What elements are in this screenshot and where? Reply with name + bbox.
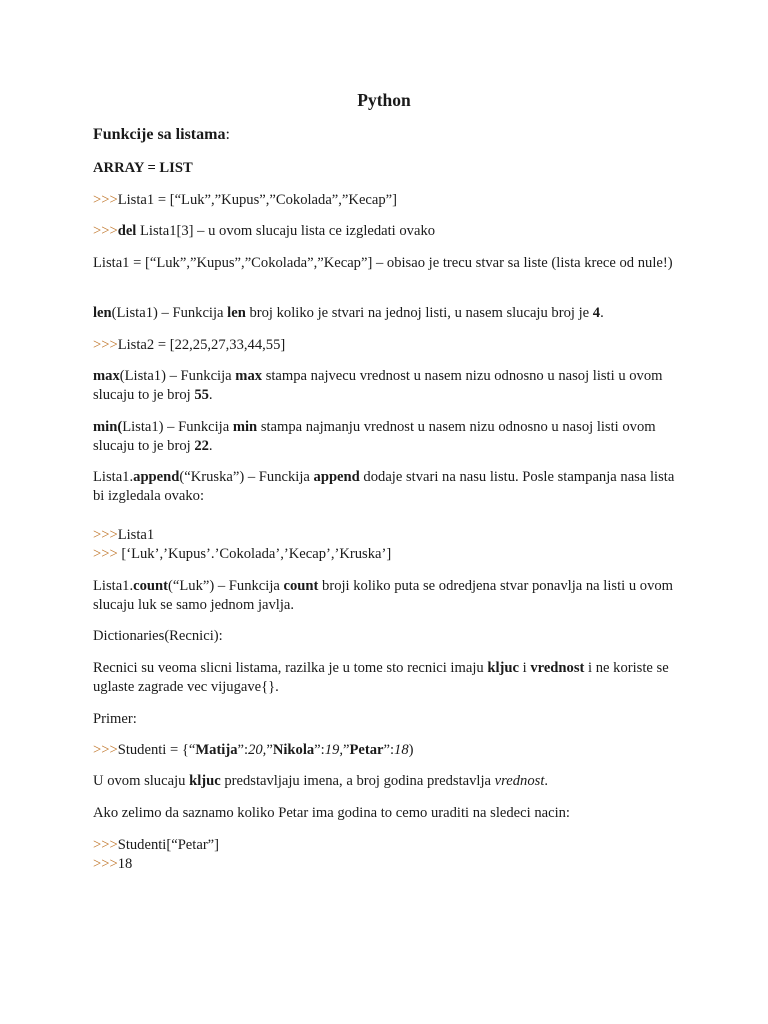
keyword-append: append xyxy=(313,469,360,485)
dict-key: Matija xyxy=(195,742,238,758)
text: (Lista1) – Funkcija xyxy=(119,368,236,384)
dict-value: 19, xyxy=(324,742,343,758)
code-text: Studenti = {“ xyxy=(117,742,196,758)
dictionaries-heading: Dictionaries(Recnici): xyxy=(93,628,223,644)
code-line-lista1-output xyxy=(93,545,683,564)
code-text: ”: xyxy=(314,742,325,758)
document-title: Python xyxy=(357,90,411,110)
code-text: Studenti[“Petar”] xyxy=(117,837,220,853)
paragraph-petar-godine: Ako zelimo da saznamo koliko Petar ima godina to cemo uraditi na sledeci nacin: xyxy=(93,805,570,821)
code-line-studenti xyxy=(93,741,683,760)
code-line-lista1 xyxy=(93,191,683,210)
array-list-text: ARRAY = LIST xyxy=(93,160,193,176)
dict-value: 20, xyxy=(248,742,267,758)
term-kljuc: kljuc xyxy=(189,773,221,789)
text: Lista1. xyxy=(93,469,134,485)
prompt-marker: >>> xyxy=(93,546,118,562)
text: dodaje stvari na nasu listu. Posle stampanja nasa lista bi izgledala ovako: xyxy=(93,469,675,504)
code-line-output-18 xyxy=(93,855,683,874)
code-text: Lista1 = [“Luk”,”Kupus”,”Cokolada”,”Kecap”] xyxy=(117,192,398,208)
code-text: 18 xyxy=(117,856,133,872)
code-text: Lista1 xyxy=(117,527,155,543)
code-text: ”: xyxy=(237,742,249,758)
text: broji koliko puta se odredjena stvar ponavlja na listi u ovom slucaju luk se samo jednom javlja. xyxy=(93,578,674,613)
array-list-line xyxy=(93,159,683,178)
prompt-marker: >>> xyxy=(93,527,118,543)
text: . xyxy=(600,305,604,321)
paragraph-recnici xyxy=(93,659,683,697)
term-vrednost: vrednost xyxy=(494,773,545,789)
paragraph-len xyxy=(93,304,683,323)
number: 55 xyxy=(194,387,209,403)
dict-key: Petar xyxy=(349,742,384,758)
paragraph-min xyxy=(93,418,683,456)
keyword-min: min xyxy=(232,419,258,435)
keyword-max: max xyxy=(235,368,263,384)
paragraph-count xyxy=(93,577,683,615)
term-vrednost: vrednost xyxy=(530,660,585,676)
keyword-count: count xyxy=(283,578,319,594)
text: Lista1. xyxy=(93,578,134,594)
code-text: ) xyxy=(408,742,414,758)
prompt-marker: >>> xyxy=(93,856,118,872)
prompt-marker: >>> xyxy=(93,223,118,239)
keyword-len: len xyxy=(93,305,112,321)
code-line-lista2 xyxy=(93,336,683,355)
text: (Lista1) – Funkcija xyxy=(111,305,228,321)
prompt-marker: >>> xyxy=(93,337,118,353)
code-line-studenti-petar xyxy=(93,836,683,855)
code-text: ” xyxy=(266,742,273,758)
paragraph-append xyxy=(93,468,683,506)
paragraph-max xyxy=(93,367,683,405)
text: . xyxy=(208,438,213,454)
keyword-min: min( xyxy=(93,419,123,435)
keyword-max: max xyxy=(93,368,120,384)
prompt-marker: >>> xyxy=(93,192,118,208)
text: i xyxy=(518,660,531,676)
number: 4 xyxy=(592,305,601,321)
text: Recnici su veoma slicni listama, razilka je u tome sto recnici imaju xyxy=(93,660,488,676)
keyword-len: len xyxy=(227,305,246,321)
heading-colon: : xyxy=(225,126,230,143)
code-line-del xyxy=(93,222,683,241)
text: broj koliko je stvari na jednoj listi, u nasem slucaju broj je xyxy=(245,305,593,321)
section-heading xyxy=(93,125,683,144)
code-text: Lista1[3] – u ovom slucaju lista ce izgledati ovako xyxy=(136,223,436,239)
dict-key: Nikola xyxy=(272,742,315,758)
paragraph-kljuc-vrednost xyxy=(93,772,683,791)
prompt-marker: >>> xyxy=(93,742,118,758)
code-line-lista1-call xyxy=(93,526,683,545)
paragraph-lista1-result: Lista1 = [“Luk”,”Kupus”,”Cokolada”,”Kecap”] – obisao je trecu stvar sa liste (lista krece od nule!) xyxy=(93,255,673,271)
text: (“Luk”) – Funkcija xyxy=(168,578,284,594)
text: stampa najmanju vrednost u nasem nizu odnosno u nasoj listi ovom slucaju to je broj xyxy=(93,419,656,454)
number: 22 xyxy=(194,438,209,454)
text: Lista1) – Funkcija xyxy=(122,419,233,435)
code-text: ” xyxy=(342,742,350,758)
text: . xyxy=(544,773,549,789)
text: i ne koriste se uglaste zagrade vec vijugave{}. xyxy=(93,660,669,695)
keyword-del: del xyxy=(117,223,137,239)
text: U ovom slucaju xyxy=(93,773,190,789)
term-kljuc: kljuc xyxy=(487,660,519,676)
keyword-count: count xyxy=(133,578,169,594)
text: predstavljaju imena, a broj godina predstavlja xyxy=(220,773,495,789)
code-text: ”: xyxy=(383,742,395,758)
text: . xyxy=(208,387,213,403)
heading-text: Funkcije sa listama xyxy=(93,126,226,143)
text: stampa najvecu vrednost u nasem nizu odnosno u nasoj listi u ovom slucaju to je broj xyxy=(93,368,663,403)
code-text: [‘Luk’,’Kupus’.’Cokolada’,’Kecap’,’Kruska’] xyxy=(117,546,392,562)
prompt-marker: >>> xyxy=(93,837,118,853)
code-text: Lista2 = [22,25,27,33,44,55] xyxy=(117,337,286,353)
primer-label: Primer: xyxy=(93,711,137,727)
text: (“Kruska”) – Funckija xyxy=(179,469,314,485)
dict-value: 18 xyxy=(394,742,409,758)
keyword-append: append xyxy=(133,469,180,485)
